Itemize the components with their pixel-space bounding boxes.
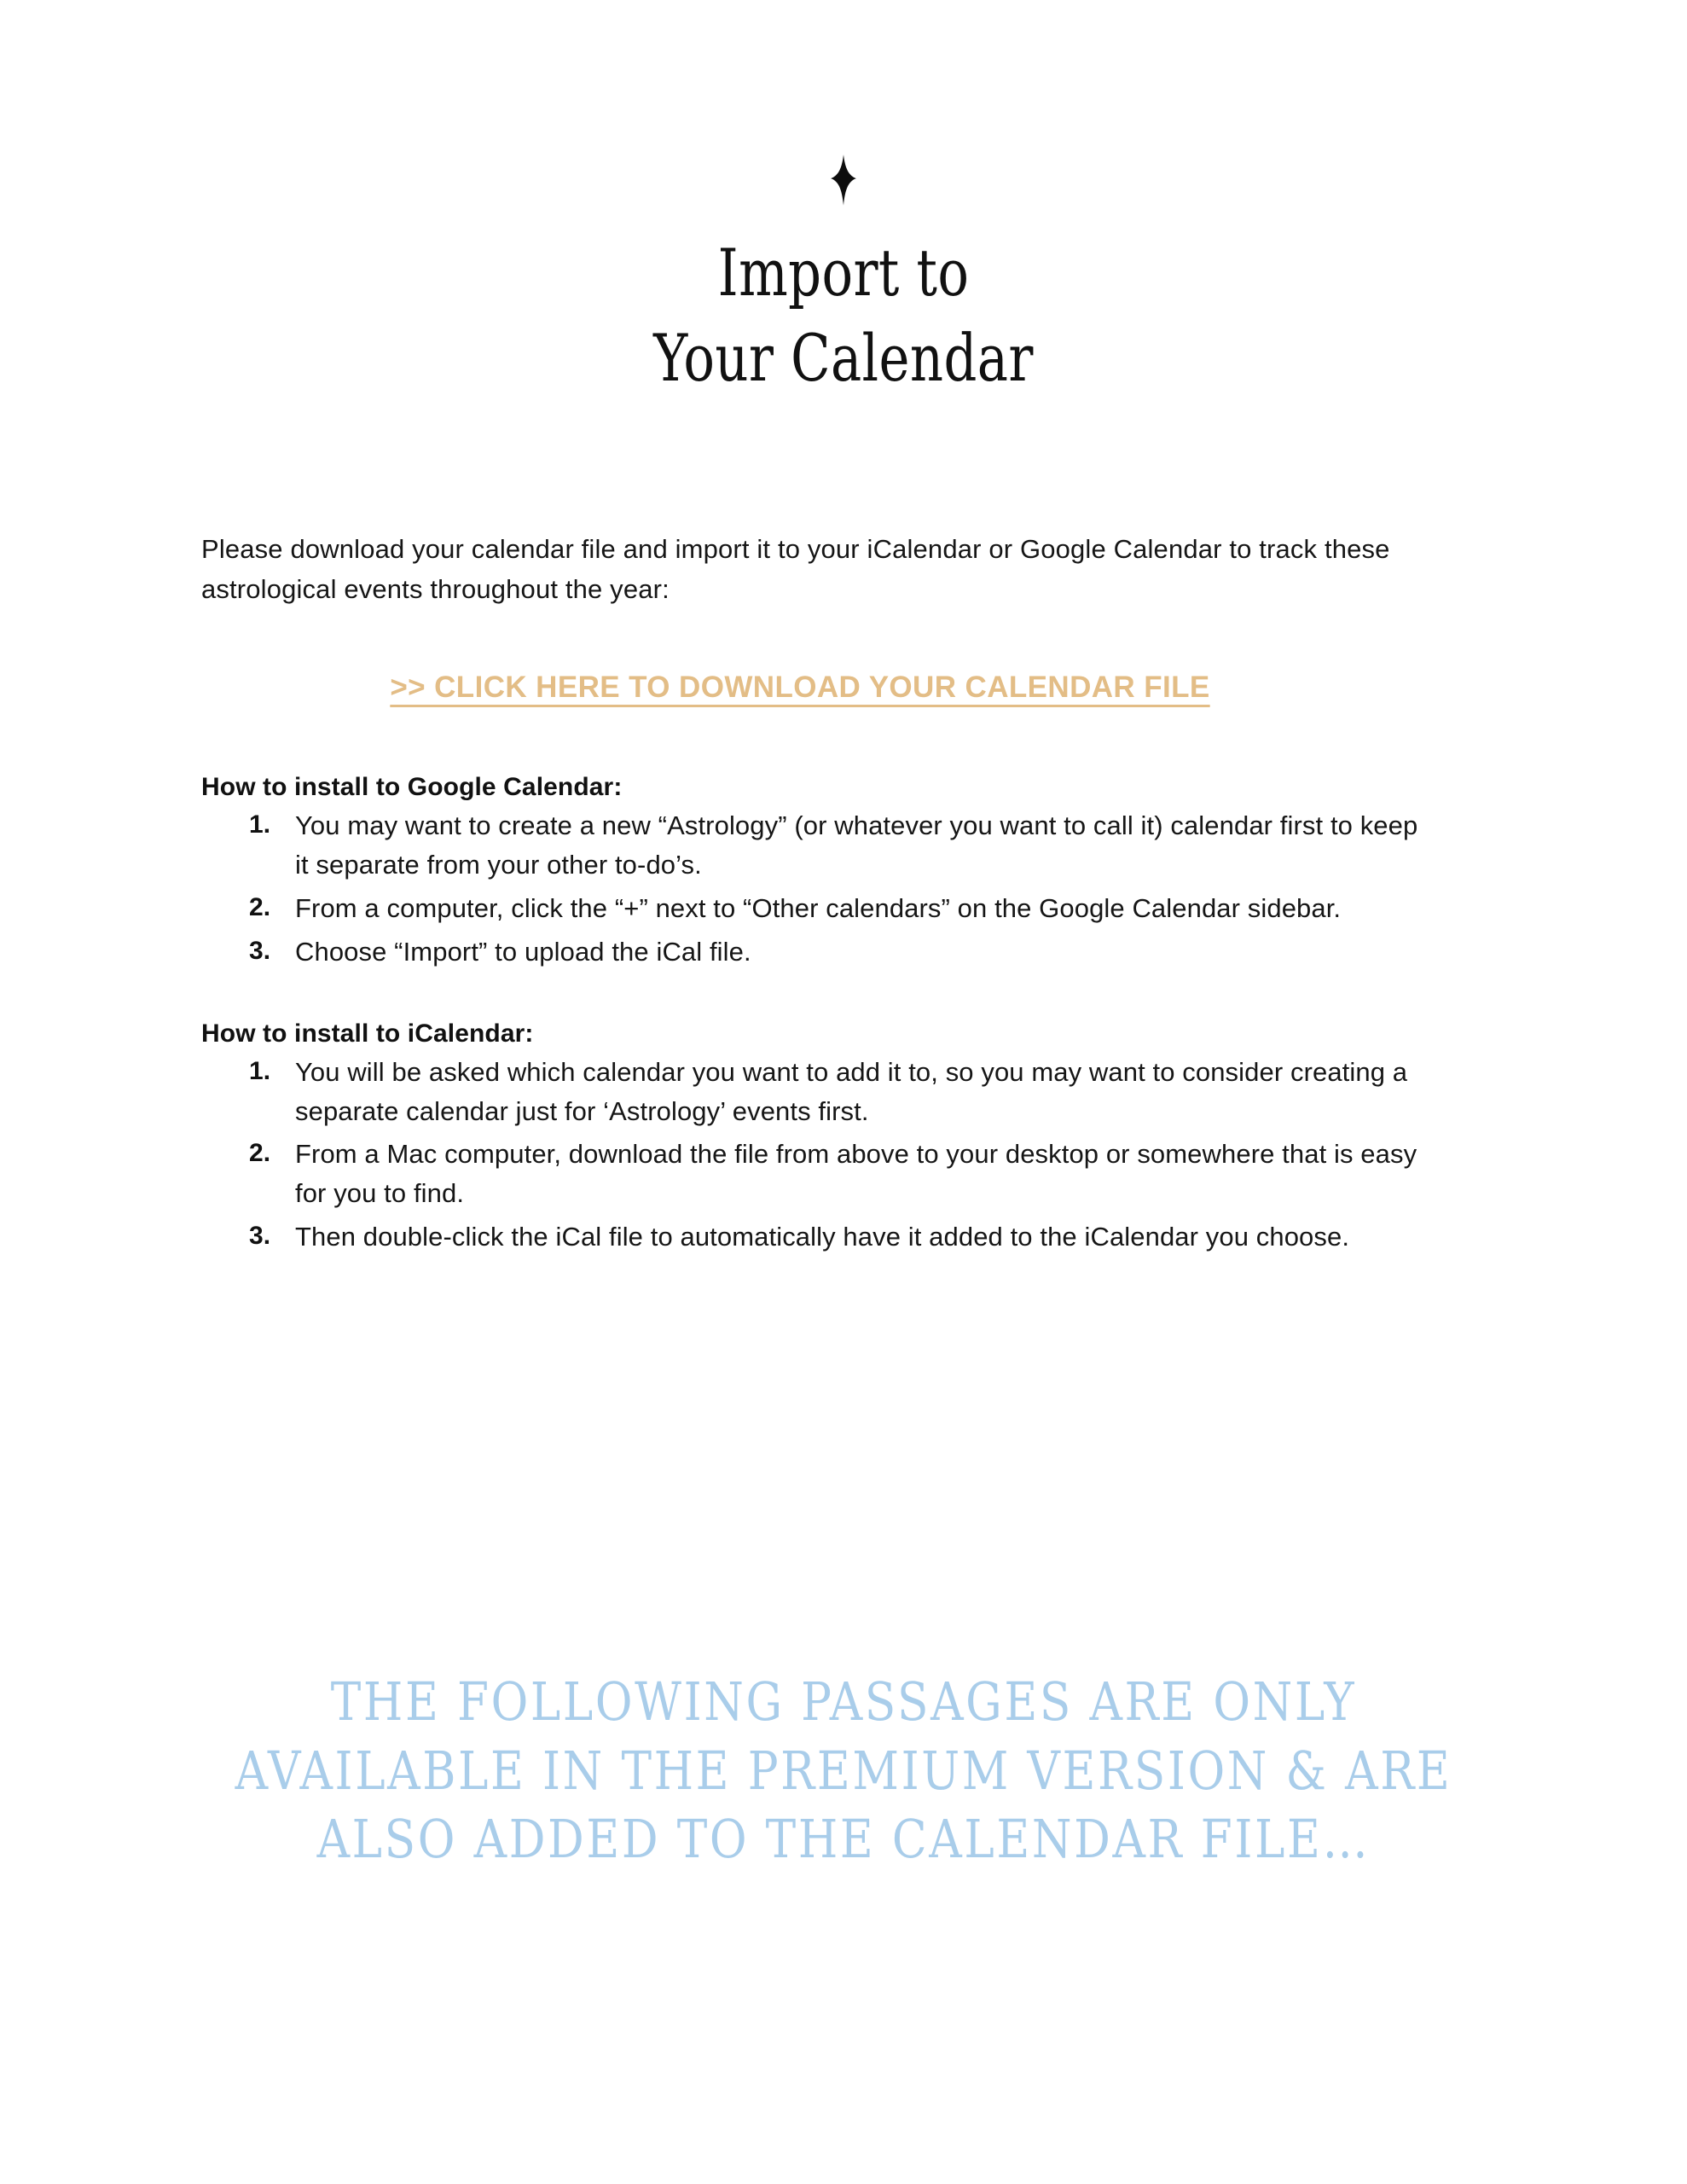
page-title [169, 206, 1518, 402]
download-calendar-file-link[interactable]: >> CLICK HERE TO DOWNLOAD YOUR CALENDAR FILE [390, 671, 1210, 705]
list-item: From a Mac computer, download the file from above to your desktop or somewhere that is easy for you to find. [295, 1139, 1417, 1209]
document-header [0, 154, 1687, 402]
section-icalendar [201, 1019, 1424, 1257]
steps-list-icalendar [201, 1053, 1424, 1257]
main-content [201, 529, 1424, 1257]
list-item: Choose “Import” to upload the iCal file. [295, 936, 751, 967]
section-google-calendar [201, 773, 1424, 972]
steps-list-google-calendar [201, 806, 1424, 972]
page-title-line-2: Your Calendar [653, 320, 1034, 397]
premium-notice-line-2: AVAILABLE IN THE PREMIUM VERSION & ARE [235, 1739, 1452, 1802]
list-item: You will be asked which calendar you want to add it to, so you may want to consider creating a separate calendar just for ‘Astrology’ events first. [295, 1056, 1408, 1126]
section-heading-icalendar: How to install to iCalendar: [201, 1019, 534, 1048]
four-pointed-star-icon [817, 154, 870, 206]
premium-notice-line-3: ALSO ADDED TO THE CALENDAR FILE… [316, 1808, 1371, 1871]
premium-notice-line-1: THE FOLLOWING PASSAGES ARE ONLY [330, 1670, 1357, 1733]
list-item: From a computer, click the “+” next to “Other calendars” on the Google Calendar sidebar. [295, 892, 1342, 923]
section-heading-google-calendar: How to install to Google Calendar: [201, 773, 623, 802]
list-item: Then double-click the iCal file to automatically have it added to the iCalendar you choose. [295, 1222, 1350, 1252]
intro-paragraph: Please download your calendar file and import it to your iCalendar or Google Calendar to track these astrological events throughout the year: [201, 534, 1390, 605]
list-item: You may want to create a new “Astrology” (or whatever you want to call it) calendar first to keep it separate from your other to-do’s. [295, 810, 1418, 880]
download-link-row [201, 671, 1424, 705]
page-title-line-1: Import to [717, 235, 970, 311]
premium-version-notice [0, 1668, 1687, 1874]
